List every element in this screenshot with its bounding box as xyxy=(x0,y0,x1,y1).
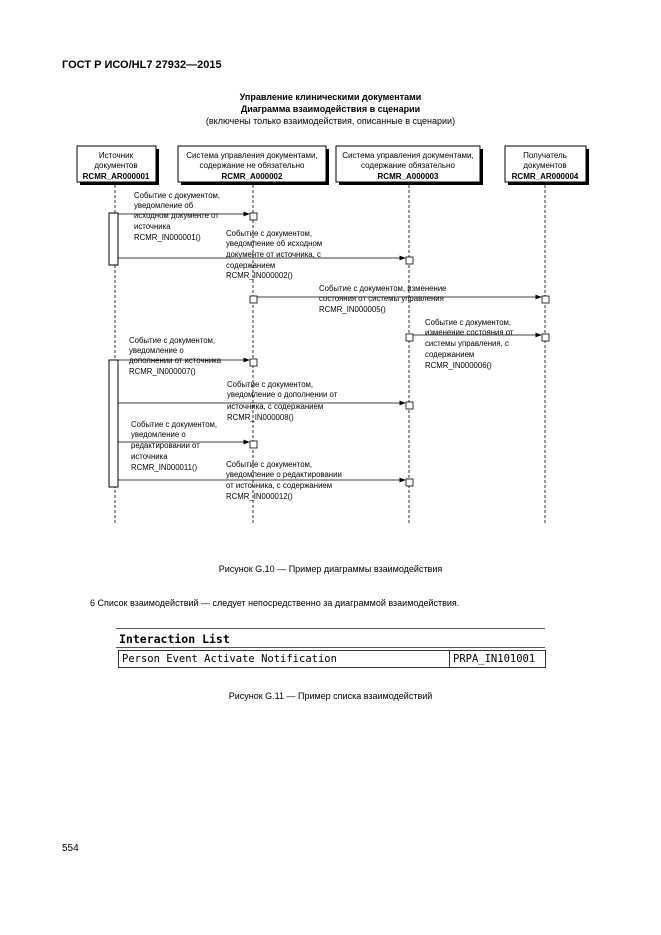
message-receive-box xyxy=(542,334,549,341)
message-receive-box xyxy=(250,441,257,448)
lifeline-label: содержание обязательно xyxy=(361,161,455,170)
lifeline-header-dms-required xyxy=(336,146,483,185)
message-label: Событие с документом, уведомление об исходном документе от источника, с содержанием RCMR_IN000002() xyxy=(226,229,323,280)
diagram-title: Управление клиническими документами xyxy=(239,92,422,102)
interaction-name: Person Event Activate Notification xyxy=(122,653,337,665)
figure-caption-g11: Рисунок G.11 — Пример списка взаимодействий xyxy=(228,691,433,701)
body-paragraph: 6 Список взаимодействий — следует непосредственно за диаграммой взаимодействия. xyxy=(90,598,460,608)
lifeline-label: Источник xyxy=(98,151,134,160)
diagram-note: (включены только взаимодействия, описанные в сценарии) xyxy=(205,116,456,126)
message-label: Событие с документом, уведомление о дополнении от источника, с содержанием RCMR_IN000008() xyxy=(227,380,338,422)
message-receive-box xyxy=(542,296,549,303)
activation-bar xyxy=(109,213,118,265)
diagram-subtitle: Диаграмма взаимодействия в сценарии xyxy=(240,104,421,114)
lifeline-id: RCMR_A000002 xyxy=(221,172,283,181)
message-receive-box xyxy=(406,402,413,409)
message-send-box xyxy=(250,296,257,303)
message-receive-box xyxy=(250,213,257,220)
lifeline-id: RCMR_AR000001 xyxy=(82,172,150,181)
lifeline-label: содержание не обязательно xyxy=(199,161,305,170)
lifeline-id: RCMR_AR000004 xyxy=(511,172,579,181)
figure-caption-g10: Рисунок G.10 — Пример диаграммы взаимодействия xyxy=(218,564,443,574)
message-label: Событие с документом, изменение состояния от системы управления, с содержанием RCMR_IN000006() xyxy=(425,318,514,370)
document-header: ГОСТ Р ИСО/HL7 27932—2015 xyxy=(62,59,222,71)
interaction-list-header xyxy=(116,628,545,648)
message-receive-box xyxy=(406,479,413,486)
interaction-list xyxy=(116,628,545,668)
message-label: Событие с документом, уведомление о редактировании от источника, с содержанием RCMR_IN000012() xyxy=(226,460,342,501)
lifeline-label: Система управления документами, xyxy=(186,151,318,160)
activation-bar xyxy=(109,360,118,487)
lifeline-id: RCMR_A000003 xyxy=(377,172,439,181)
lifeline-header-dms-optional xyxy=(178,146,329,185)
message-receive-box xyxy=(250,359,257,366)
lifeline-label: документов xyxy=(523,161,567,170)
message-receive-box xyxy=(406,257,413,264)
message-label: Событие с документом, уведомление об исходном документе от источника RCMR_IN000001() xyxy=(134,191,221,242)
lifeline-label: документов xyxy=(94,161,138,170)
message-label: Событие с документом, уведомление о редактировании от источника RCMR_IN000011() xyxy=(131,420,218,472)
message-send-box xyxy=(406,334,413,341)
lifeline-label: Система управления документами, xyxy=(342,151,474,160)
lifeline-header-recipient xyxy=(505,146,589,185)
message-label: Событие с документом, изменение состояния от системы управления RCMR_IN000005() xyxy=(319,284,447,314)
table-row[interactable] xyxy=(118,650,546,668)
lifeline-label: Получатель xyxy=(523,151,567,160)
page-number: 554 xyxy=(62,843,79,854)
column-divider xyxy=(449,651,450,667)
lifeline-header-source xyxy=(77,146,159,185)
message-label: Событие с документом, уведомление о дополнении от источника RCMR_IN000007() xyxy=(129,336,222,376)
interaction-list-title: Interaction List xyxy=(119,632,230,646)
interaction-id: PRPA_IN101001 xyxy=(453,653,536,665)
